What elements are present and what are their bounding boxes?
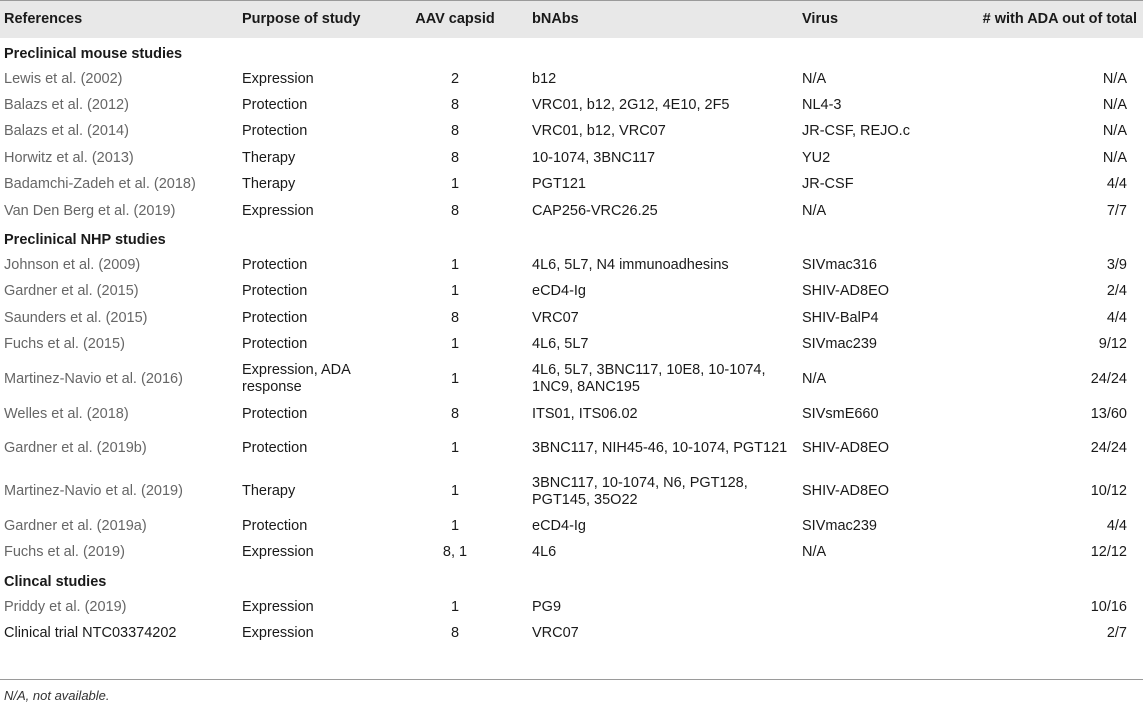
reference-cell: Martinez-Navio et al. (2019)	[4, 483, 183, 500]
virus-cell: N/A	[802, 202, 827, 219]
ada-cell: 10/16	[1090, 598, 1127, 615]
ada-cell: 12/12	[1090, 544, 1127, 561]
bnabs-cell: eCD4-Ig	[532, 283, 586, 300]
table-row	[0, 401, 1143, 427]
bnabs-cell: 3BNC117, NIH45-46, 10-1074, PGT121	[532, 440, 788, 457]
header-bnabs: bNAbs	[532, 11, 579, 27]
virus-cell: NL4-3	[802, 97, 842, 114]
table-row	[0, 427, 1143, 470]
bnabs-cell: PGT121	[532, 176, 586, 193]
aav-capsid-cell: 1	[450, 517, 460, 534]
section-header-row	[0, 566, 1143, 594]
bnabs-cell: 3BNC117, 10-1074, N6, PGT128, PGT145, 35O22	[532, 474, 748, 508]
reference-cell: Johnson et al. (2009)	[4, 257, 141, 274]
table-row	[0, 279, 1143, 305]
bnabs-cell: ITS01, ITS06.02	[532, 405, 638, 422]
ada-cell: 4/4	[1106, 309, 1127, 326]
section-header-row	[0, 224, 1143, 252]
virus-cell: YU2	[802, 149, 831, 166]
table-row	[0, 332, 1143, 358]
purpose-cell: Expression	[242, 598, 314, 615]
aav-capsid-cell: 8	[450, 149, 460, 166]
header-virus: Virus	[802, 11, 839, 27]
purpose-cell: Protection	[242, 123, 308, 140]
bnabs-cell: VRC07	[532, 309, 579, 326]
reference-cell: Fuchs et al. (2019)	[4, 544, 125, 561]
table-body	[0, 38, 1143, 647]
reference-cell: Balazs et al. (2014)	[4, 123, 129, 140]
virus-cell: SHIV-AD8EO	[802, 283, 890, 300]
purpose-cell: Protection	[242, 336, 308, 353]
virus-cell: SIVsmE660	[802, 405, 879, 422]
aav-capsid-cell: 1	[450, 283, 460, 300]
table-row	[0, 198, 1143, 224]
reference-cell: Badamchi-Zadeh et al. (2018)	[4, 176, 196, 193]
virus-cell	[798, 594, 963, 620]
reference-cell: Gardner et al. (2019b)	[4, 440, 147, 457]
purpose-cell: Expression	[242, 544, 314, 561]
bottom-rule	[0, 679, 1143, 680]
ada-cell: 7/7	[1106, 202, 1127, 219]
reference-cell: Van Den Berg et al. (2019)	[4, 202, 176, 219]
table-row	[0, 145, 1143, 171]
reference-cell: Martinez-Navio et al. (2016)	[4, 370, 183, 387]
header-ada: # with ADA out of total	[982, 11, 1137, 27]
aav-capsid-cell: 8	[450, 625, 460, 642]
bnabs-cell: CAP256-VRC26.25	[532, 202, 658, 219]
table-row	[0, 66, 1143, 92]
table-row	[0, 594, 1143, 620]
purpose-cell: Therapy	[242, 149, 296, 166]
virus-cell: N/A	[802, 544, 827, 561]
virus-cell: JR-CSF, REJO.c	[802, 123, 910, 140]
table-row	[0, 513, 1143, 539]
reference-cell: Saunders et al. (2015)	[4, 309, 148, 326]
virus-cell: SIVmac316	[802, 257, 877, 274]
header-references: References	[4, 11, 83, 27]
reference-cell: Fuchs et al. (2015)	[4, 336, 125, 353]
table-row	[0, 305, 1143, 331]
ada-cell: 4/4	[1106, 176, 1127, 193]
purpose-cell: Therapy	[242, 176, 296, 193]
table-row	[0, 540, 1143, 566]
ada-cell: 4/4	[1106, 517, 1127, 534]
virus-cell: SHIV-AD8EO	[802, 440, 890, 457]
purpose-cell: Expression	[242, 625, 314, 642]
table-row	[0, 358, 1143, 401]
virus-cell: SIVmac239	[802, 517, 877, 534]
ada-cell: 9/12	[1098, 336, 1127, 353]
aav-capsid-cell: 8, 1	[442, 544, 468, 561]
header-aav-capsid: AAV capsid	[415, 11, 495, 27]
reference-cell: Clinical trial NTC03374202	[4, 625, 177, 642]
table-row	[0, 620, 1143, 646]
bnabs-cell: VRC01, b12, VRC07	[532, 123, 666, 140]
bnabs-cell: 4L6, 5L7	[532, 336, 589, 353]
virus-cell	[798, 620, 963, 646]
reference-cell: Priddy et al. (2019)	[4, 598, 127, 615]
purpose-cell: Therapy	[242, 483, 296, 500]
footnote: N/A, not available.	[4, 688, 110, 703]
reference-cell: Horwitz et al. (2013)	[4, 149, 134, 166]
purpose-cell: Protection	[242, 517, 308, 534]
ada-cell: N/A	[1102, 97, 1127, 114]
aav-capsid-cell: 1	[450, 598, 460, 615]
virus-cell: N/A	[802, 370, 827, 387]
aav-capsid-cell: 8	[450, 405, 460, 422]
bnabs-cell: 10-1074, 3BNC117	[532, 149, 656, 166]
bnabs-cell: 4L6, 5L7, 3BNC117, 10E8, 10-1074, 1NC9, 8ANC195	[532, 362, 766, 396]
aav-capsid-cell: 2	[450, 70, 460, 87]
ada-cell: N/A	[1102, 70, 1127, 87]
purpose-cell: Expression	[242, 202, 314, 219]
purpose-cell: Expression	[242, 70, 314, 87]
reference-cell: Gardner et al. (2019a)	[4, 517, 147, 534]
aav-capsid-cell: 8	[450, 123, 460, 140]
bnabs-cell: 4L6	[532, 544, 557, 561]
table-row	[0, 172, 1143, 198]
ada-cell: 10/12	[1090, 483, 1127, 500]
table-row	[0, 470, 1143, 513]
section-title: Preclinical mouse studies	[4, 45, 183, 62]
aav-capsid-cell: 1	[450, 483, 460, 500]
section-header-row	[0, 38, 1143, 66]
purpose-cell: Protection	[242, 309, 308, 326]
purpose-cell: Expression, ADA response	[242, 362, 350, 396]
header-purpose: Purpose of study	[242, 11, 361, 27]
purpose-cell: Protection	[242, 440, 308, 457]
purpose-cell: Protection	[242, 97, 308, 114]
reference-cell: Lewis et al. (2002)	[4, 70, 123, 87]
aav-capsid-cell: 1	[450, 257, 460, 274]
ada-cell: N/A	[1102, 149, 1127, 166]
aav-capsid-cell: 1	[450, 336, 460, 353]
table-row	[0, 252, 1143, 278]
reference-cell: Welles et al. (2018)	[4, 405, 129, 422]
ada-cell: 3/9	[1106, 257, 1127, 274]
purpose-cell: Protection	[242, 283, 308, 300]
table-row	[0, 119, 1143, 145]
bnabs-cell: VRC07	[532, 625, 579, 642]
top-rule	[0, 0, 1143, 1]
virus-cell: N/A	[802, 70, 827, 87]
table-row	[0, 92, 1143, 118]
virus-cell: SIVmac239	[802, 336, 877, 353]
bnabs-cell: PG9	[532, 598, 562, 615]
aav-capsid-cell: 8	[450, 309, 460, 326]
ada-cell: 24/24	[1090, 440, 1127, 457]
purpose-cell: Protection	[242, 405, 308, 422]
ada-cell: 13/60	[1090, 405, 1127, 422]
section-title: Clincal studies	[4, 573, 107, 590]
aav-capsid-cell: 8	[450, 97, 460, 114]
ada-cell: 2/4	[1106, 283, 1127, 300]
aav-capsid-cell: 1	[450, 176, 460, 193]
aav-capsid-cell: 1	[450, 370, 460, 387]
reference-cell: Gardner et al. (2015)	[4, 283, 139, 300]
aav-capsid-cell: 1	[450, 440, 460, 457]
aav-capsid-cell: 8	[450, 202, 460, 219]
bnabs-cell: b12	[532, 70, 557, 87]
virus-cell: SHIV-BalP4	[802, 309, 879, 326]
virus-cell: JR-CSF	[802, 176, 854, 193]
virus-cell: SHIV-AD8EO	[802, 483, 890, 500]
purpose-cell: Protection	[242, 257, 308, 274]
bnabs-cell: VRC01, b12, 2G12, 4E10, 2F5	[532, 97, 730, 114]
reference-cell: Balazs et al. (2012)	[4, 97, 129, 114]
section-title: Preclinical NHP studies	[4, 231, 166, 248]
table-header	[0, 0, 1143, 38]
ada-cell: N/A	[1102, 123, 1127, 140]
ada-cell: 2/7	[1106, 625, 1127, 642]
bnabs-cell: eCD4-Ig	[532, 517, 586, 534]
ada-cell: 24/24	[1090, 370, 1127, 387]
bnabs-cell: 4L6, 5L7, N4 immunoadhesins	[532, 257, 729, 274]
